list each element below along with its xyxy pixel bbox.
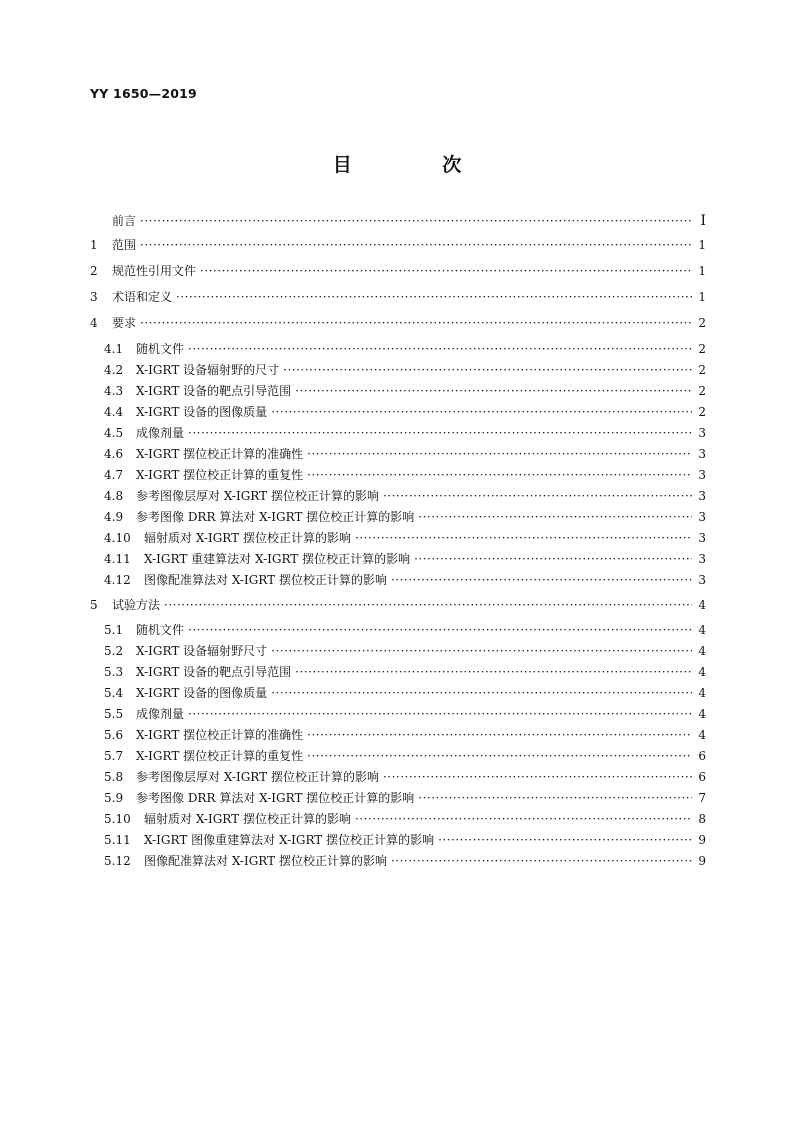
toc-entry-label: 成像剂量 [136,425,185,440]
toc-entry-page: 2 [698,315,706,330]
toc-dot-leader [355,813,692,825]
toc-entry-label: X-IGRT 设备辐射野的尺寸 [136,362,280,377]
toc-entry-number: 5.5 [104,707,124,722]
toc-entry-number: 5.3 [104,665,124,680]
toc-entry-number: 4.3 [104,383,124,398]
toc-dot-leader [307,750,692,762]
toc-entry-label: 术语和定义 [112,289,173,304]
toc-dot-leader [295,666,692,678]
toc-dot-leader [438,834,692,846]
toc-entry-label: X-IGRT 设备辐射野尺寸 [136,644,268,659]
toc-entry-page: 6 [698,770,706,785]
toc-entry[interactable] [90,624,706,645]
toc-entry[interactable] [90,343,706,364]
toc-entry-label: 图像配准算法对 X-IGRT 摆位校正计算的影响 [144,572,387,587]
toc-entry[interactable] [90,553,706,574]
toc-dot-leader [295,385,692,397]
toc-entry-label: 成像剂量 [136,707,185,722]
toc-entry[interactable] [90,708,706,729]
toc-entry-page: 3 [698,425,706,440]
toc-entry-number: 2 [90,263,98,278]
toc-entry-page: 4 [698,707,706,722]
toc-entry-number: 3 [90,289,98,304]
toc-entry[interactable] [90,666,706,687]
page-title: 目 次 [332,154,504,176]
toc-entry-page: 2 [698,341,706,356]
toc-entry-page: 1 [698,289,706,304]
toc-entry-number: 4.9 [104,509,124,524]
toc-entry-label: X-IGRT 摆位校正计算的重复性 [136,749,304,764]
toc-entry-page: 9 [698,833,706,848]
toc-entry-number: 4.10 [104,530,131,545]
toc-entry-page: 2 [698,404,706,419]
toc-dot-leader [355,532,692,544]
toc-entry-page: 3 [698,488,706,503]
toc-entry-number: 4.5 [104,425,124,440]
toc-entry-page: 3 [698,467,706,482]
toc-entry-label: 参考图像层厚对 X-IGRT 摆位校正计算的影响 [136,770,379,785]
toc-entry-number: 5.4 [104,686,124,701]
toc-entry-page: 4 [698,623,706,638]
toc-entry-page: 3 [698,551,706,566]
toc-entry-page: 8 [698,812,706,827]
toc-entry-label: 参考图像层厚对 X-IGRT 摆位校正计算的影响 [136,488,379,503]
toc-entry-number: 4.2 [104,362,124,377]
document-code: YY 1650—2019 [90,86,197,101]
toc-dot-leader [307,469,692,481]
toc-entry[interactable] [90,855,706,876]
toc-entry[interactable] [90,469,706,490]
toc-entry[interactable] [90,215,706,239]
toc-entry-label: 要求 [112,315,137,330]
toc-entry-page: Ⅰ [700,213,706,229]
toc-entry-number: 4.8 [104,488,124,503]
toc-entry-number: 5.11 [104,833,131,848]
toc-entry-page: 4 [698,597,706,612]
toc-entry[interactable] [90,490,706,511]
toc-entry-number: 5.7 [104,749,124,764]
toc-dot-leader [391,574,692,586]
toc-entry-label: 辐射质对 X-IGRT 摆位校正计算的影响 [144,530,351,545]
toc-entry[interactable] [90,750,706,771]
toc-entry-number: 4.11 [104,551,131,566]
toc-entry[interactable] [90,406,706,427]
table-of-contents [90,215,706,876]
toc-dot-leader [418,792,692,804]
toc-dot-leader [200,265,692,277]
toc-entry-page: 4 [698,644,706,659]
toc-dot-leader [188,624,692,636]
toc-dot-leader [383,771,692,783]
toc-entry[interactable] [90,511,706,532]
toc-entry-page: 4 [698,665,706,680]
toc-entry[interactable] [90,771,706,792]
toc-entry-label: 随机文件 [136,623,185,638]
toc-entry-label: 试验方法 [112,597,161,612]
toc-entry-label: 辐射质对 X-IGRT 摆位校正计算的影响 [144,812,351,827]
toc-entry-label: 随机文件 [136,341,185,356]
toc-entry-page: 3 [698,446,706,461]
toc-dot-leader [307,729,692,741]
toc-entry[interactable] [90,599,706,625]
toc-entry-label: X-IGRT 摆位校正计算的准确性 [136,446,304,461]
toc-entry-page: 6 [698,749,706,764]
toc-dot-leader [307,448,692,460]
toc-entry-page: 7 [698,791,706,806]
toc-entry-label: 参考图像 DRR 算法对 X-IGRT 摆位校正计算的影响 [136,791,415,806]
toc-dot-leader [414,553,692,565]
toc-entry-number: 5.12 [104,854,131,869]
toc-entry[interactable] [90,645,706,666]
toc-entry[interactable] [90,834,706,855]
toc-entry-page: 1 [698,263,706,278]
toc-entry-page: 3 [698,509,706,524]
toc-dot-leader [140,215,692,227]
toc-dot-leader [418,511,692,523]
toc-entry[interactable] [90,364,706,385]
toc-entry-label: 范围 [112,238,137,252]
toc-entry-label: 规范性引用文件 [112,263,197,278]
toc-dot-leader [271,687,692,699]
toc-entry-label: X-IGRT 摆位校正计算的重复性 [136,467,304,482]
toc-entry-page: 9 [698,854,706,869]
toc-entry-number: 4.4 [104,404,124,419]
toc-entry-number: 4.6 [104,446,124,461]
toc-dot-leader [188,708,692,720]
toc-dot-leader [140,317,692,329]
toc-entry-label: X-IGRT 摆位校正计算的准确性 [136,728,304,743]
toc-entry[interactable] [90,317,706,343]
toc-dot-leader [188,343,692,355]
toc-entry-label: X-IGRT 图像重建算法对 X-IGRT 摆位校正计算的影响 [144,833,435,848]
toc-entry-number: 5 [90,597,98,612]
toc-dot-leader [164,599,692,611]
toc-entry-label: 参考图像 DRR 算法对 X-IGRT 摆位校正计算的影响 [136,509,415,524]
toc-entry-page: 1 [698,238,706,252]
toc-entry[interactable] [90,291,706,317]
toc-entry-page: 3 [698,572,706,587]
toc-dot-leader [283,364,692,376]
toc-entry-page: 4 [698,686,706,701]
toc-dot-leader [271,406,692,418]
toc-entry-number: 4.12 [104,572,131,587]
toc-entry-number: 4.1 [104,341,124,356]
toc-entry[interactable] [90,265,706,291]
toc-entry-number: 4.7 [104,467,124,482]
toc-entry[interactable] [90,532,706,553]
toc-dot-leader [391,855,692,867]
toc-entry-page: 2 [698,383,706,398]
toc-entry-label: 图像配准算法对 X-IGRT 摆位校正计算的影响 [144,854,387,869]
toc-dot-leader [383,490,692,502]
toc-entry-number: 5.2 [104,644,124,659]
toc-entry-label: X-IGRT 设备的靶点引导范围 [136,665,292,680]
toc-entry-label: X-IGRT 设备的靶点引导范围 [136,383,292,398]
toc-entry[interactable] [90,729,706,750]
toc-entry-number: 5.8 [104,770,124,785]
toc-entry[interactable] [90,427,706,448]
toc-entry-number: 5.6 [104,728,124,743]
toc-entry[interactable] [90,687,706,708]
toc-entry[interactable] [90,239,706,265]
toc-dot-leader [271,645,692,657]
toc-dot-leader [140,239,692,251]
toc-entry-page: 2 [698,362,706,377]
toc-entry-label: X-IGRT 重建算法对 X-IGRT 摆位校正计算的影响 [144,551,411,566]
toc-entry-label: X-IGRT 设备的图像质量 [136,404,268,419]
toc-entry-number: 5.10 [104,812,131,827]
toc-entry-number: 5.1 [104,623,124,638]
toc-entry-page: 4 [698,728,706,743]
toc-entry[interactable] [90,385,706,406]
toc-dot-leader [188,427,692,439]
toc-entry[interactable] [90,813,706,834]
toc-entry-label: 前言 [112,214,137,228]
toc-entry-number: 5.9 [104,791,124,806]
toc-entry-label: X-IGRT 设备的图像质量 [136,686,268,701]
toc-dot-leader [176,291,692,303]
toc-entry[interactable] [90,574,706,595]
toc-entry-number: 1 [90,238,98,252]
toc-entry[interactable] [90,448,706,469]
toc-entry-page: 3 [698,530,706,545]
toc-entry-number: 4 [90,315,98,330]
toc-entry[interactable] [90,792,706,813]
